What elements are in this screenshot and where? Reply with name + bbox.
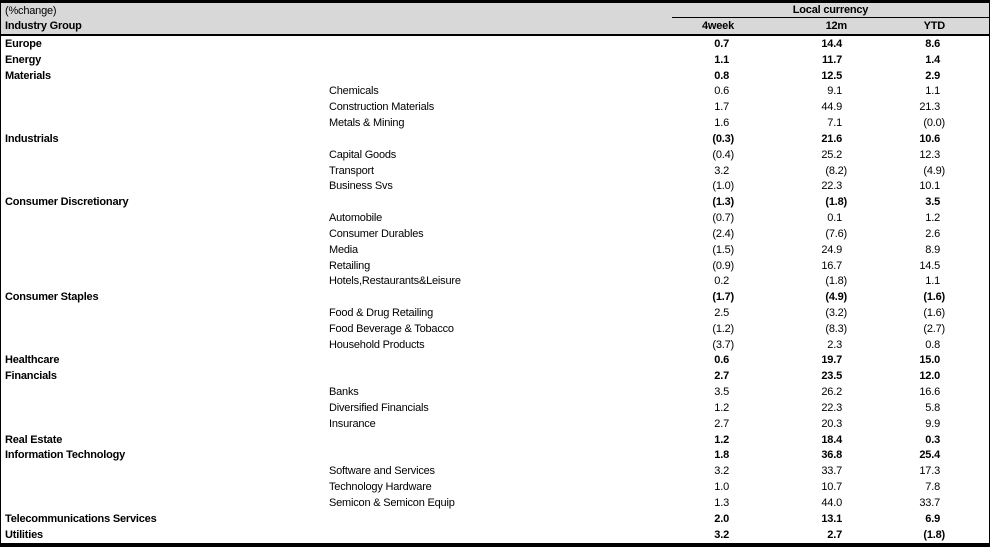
table-row bbox=[1, 463, 989, 479]
table-row bbox=[1, 210, 989, 226]
value-cell-ytd: 25.4 bbox=[919, 449, 940, 462]
local-currency-header: Local currency bbox=[672, 3, 989, 18]
value-cell-4week: (0.7) bbox=[712, 212, 734, 225]
table-row bbox=[1, 432, 989, 448]
value-cell-ytd: (1.8) bbox=[923, 528, 945, 541]
table-row bbox=[1, 368, 989, 384]
value-cell-4week: (1.7) bbox=[712, 291, 734, 304]
value-cell-ytd: 9.9 bbox=[925, 417, 940, 430]
sub-industry-label: Construction Materials bbox=[329, 101, 435, 114]
value-cell-12m: 21.6 bbox=[821, 132, 842, 145]
table-row bbox=[1, 36, 989, 52]
value-cell-12m: 7.1 bbox=[827, 117, 842, 130]
table-row bbox=[1, 258, 989, 274]
value-cell-12m: (1.8) bbox=[825, 196, 847, 209]
value-cell-12m: 44.9 bbox=[821, 101, 842, 114]
sub-industry-label: Metals & Mining bbox=[329, 117, 405, 130]
value-cell-ytd: 10.6 bbox=[919, 132, 940, 145]
value-cell-ytd: 7.8 bbox=[925, 481, 940, 494]
value-cell-ytd: 17.3 bbox=[919, 465, 940, 478]
value-cell-4week: 1.8 bbox=[714, 449, 729, 462]
pct-change-label: (%change) bbox=[5, 4, 57, 17]
value-cell-12m: 13.1 bbox=[821, 512, 842, 525]
value-cell-12m: 9.1 bbox=[827, 85, 842, 98]
value-cell-4week: 1.2 bbox=[714, 433, 729, 446]
value-cell-ytd: 6.9 bbox=[925, 512, 940, 525]
value-cell-12m: (3.2) bbox=[825, 306, 847, 319]
value-cell-12m: 44.0 bbox=[821, 496, 842, 509]
table-row bbox=[1, 115, 989, 131]
value-cell-4week: (3.7) bbox=[712, 338, 734, 351]
sub-industry-label: Diversified Financials bbox=[329, 401, 429, 414]
table-row bbox=[1, 337, 989, 353]
table-row bbox=[1, 416, 989, 432]
value-cell-12m: 22.3 bbox=[821, 180, 842, 193]
industry-group-label: Energy bbox=[5, 53, 42, 66]
value-cell-ytd: 2.9 bbox=[925, 69, 940, 82]
table-row bbox=[1, 321, 989, 337]
sub-industry-label: Retailing bbox=[329, 259, 371, 272]
value-cell-ytd: 0.3 bbox=[925, 433, 940, 446]
value-cell-ytd: 16.6 bbox=[919, 386, 940, 399]
value-cell-4week: 1.2 bbox=[714, 401, 729, 414]
industry-group-label: Utilities bbox=[5, 528, 43, 541]
value-cell-4week: (1.3) bbox=[712, 196, 734, 209]
value-cell-ytd: (0.0) bbox=[923, 117, 945, 130]
column-header-4week: 4week bbox=[701, 20, 734, 32]
industry-group-label: Information Technology bbox=[5, 449, 126, 462]
value-cell-12m: 12.5 bbox=[821, 69, 842, 82]
value-cell-12m: (7.6) bbox=[825, 227, 847, 240]
sub-industry-label: Semicon & Semicon Equip bbox=[329, 496, 455, 509]
value-cell-4week: (0.9) bbox=[712, 259, 734, 272]
table-row bbox=[1, 52, 989, 68]
value-cell-4week: 0.2 bbox=[714, 275, 729, 288]
value-cell-4week: (0.3) bbox=[712, 132, 734, 145]
value-cell-12m: 23.5 bbox=[821, 370, 842, 383]
value-cell-4week: 1.0 bbox=[714, 481, 729, 494]
value-cell-ytd: 1.1 bbox=[925, 85, 940, 98]
value-cell-4week: 2.5 bbox=[714, 306, 729, 319]
industry-group-header: Industry Group bbox=[5, 20, 82, 32]
industry-group-label: Telecommunications Services bbox=[5, 512, 157, 525]
table-header bbox=[1, 3, 989, 36]
value-cell-4week: 3.2 bbox=[714, 465, 729, 478]
value-cell-4week: (2.4) bbox=[712, 227, 734, 240]
sub-industry-label: Food Beverage & Tobacco bbox=[329, 322, 454, 335]
sub-industry-label: Insurance bbox=[329, 417, 376, 430]
value-cell-4week: 2.0 bbox=[714, 512, 729, 525]
value-cell-4week: (0.4) bbox=[712, 148, 734, 161]
table-row bbox=[1, 305, 989, 321]
value-cell-ytd: 1.4 bbox=[925, 53, 940, 66]
value-cell-ytd: 12.3 bbox=[919, 148, 940, 161]
value-cell-4week: (1.2) bbox=[712, 322, 734, 335]
sub-industry-label: Chemicals bbox=[329, 85, 379, 98]
table-row bbox=[1, 495, 989, 511]
value-cell-4week: 1.7 bbox=[714, 101, 729, 114]
sub-industry-label: Automobile bbox=[329, 212, 383, 225]
value-cell-ytd: 1.1 bbox=[925, 275, 940, 288]
value-cell-12m: (8.3) bbox=[825, 322, 847, 335]
value-cell-12m: 25.2 bbox=[821, 148, 842, 161]
table-row bbox=[1, 178, 989, 194]
value-cell-4week: (1.5) bbox=[712, 243, 734, 256]
sub-industry-label: Hotels,Restaurants&Leisure bbox=[329, 275, 461, 288]
value-cell-4week: 3.2 bbox=[714, 164, 729, 177]
value-cell-ytd: 15.0 bbox=[919, 354, 940, 367]
industry-group-label: Real Estate bbox=[5, 433, 63, 446]
value-cell-ytd: 2.6 bbox=[925, 227, 940, 240]
table-row bbox=[1, 289, 989, 305]
industry-group-label: Consumer Staples bbox=[5, 291, 99, 304]
value-cell-12m: 11.7 bbox=[821, 53, 842, 66]
value-cell-4week: 1.1 bbox=[714, 53, 729, 66]
value-cell-ytd: (2.7) bbox=[923, 322, 945, 335]
industry-group-label: Europe bbox=[5, 37, 42, 50]
value-cell-ytd: 14.5 bbox=[919, 259, 940, 272]
value-cell-ytd: 0.8 bbox=[925, 338, 940, 351]
value-cell-4week: 3.2 bbox=[714, 528, 729, 541]
value-cell-12m: 16.7 bbox=[821, 259, 842, 272]
value-cell-ytd: 33.7 bbox=[919, 496, 940, 509]
value-cell-4week: 0.7 bbox=[714, 37, 729, 50]
table-row bbox=[1, 194, 989, 210]
value-cell-4week: 1.3 bbox=[714, 496, 729, 509]
value-cell-12m: 2.7 bbox=[827, 528, 842, 541]
value-cell-4week: 2.7 bbox=[714, 417, 729, 430]
value-cell-12m: 2.3 bbox=[827, 338, 842, 351]
value-cell-12m: 14.4 bbox=[821, 37, 842, 50]
value-cell-12m: 24.9 bbox=[821, 243, 842, 256]
value-cell-ytd: 10.1 bbox=[919, 180, 940, 193]
value-cell-4week: 3.5 bbox=[714, 386, 729, 399]
value-cell-12m: (8.2) bbox=[825, 164, 847, 177]
value-cell-12m: 36.8 bbox=[821, 449, 842, 462]
value-cell-ytd: 8.6 bbox=[925, 37, 940, 50]
value-cell-ytd: 1.2 bbox=[925, 212, 940, 225]
sub-industry-label: Capital Goods bbox=[329, 148, 397, 161]
value-cell-12m: 26.2 bbox=[821, 386, 842, 399]
table-row bbox=[1, 147, 989, 163]
table-row bbox=[1, 511, 989, 527]
industry-group-label: Materials bbox=[5, 69, 51, 82]
table-row bbox=[1, 527, 989, 543]
header-row-columns bbox=[1, 18, 989, 34]
sub-industry-label: Technology Hardware bbox=[329, 481, 432, 494]
value-cell-12m: (4.9) bbox=[825, 291, 847, 304]
value-cell-ytd: 8.9 bbox=[925, 243, 940, 256]
industry-group-label: Industrials bbox=[5, 132, 59, 145]
value-cell-ytd: 12.0 bbox=[919, 370, 940, 383]
table-row bbox=[1, 163, 989, 179]
sub-industry-label: Business Svs bbox=[329, 180, 393, 193]
sub-industry-label: Software and Services bbox=[329, 465, 435, 478]
header-row-currency bbox=[1, 3, 989, 18]
value-cell-12m: 33.7 bbox=[821, 465, 842, 478]
industry-group-label: Healthcare bbox=[5, 354, 60, 367]
table-row bbox=[1, 448, 989, 464]
value-cell-12m: 19.7 bbox=[821, 354, 842, 367]
value-cell-ytd: 5.8 bbox=[925, 401, 940, 414]
value-cell-4week: 2.7 bbox=[714, 370, 729, 383]
sub-industry-label: Household Products bbox=[329, 338, 425, 351]
value-cell-ytd: (4.9) bbox=[923, 164, 945, 177]
industry-group-label: Consumer Discretionary bbox=[5, 196, 129, 209]
column-header-12m: 12m bbox=[825, 20, 847, 32]
value-cell-4week: 0.6 bbox=[714, 85, 729, 98]
sub-industry-label: Food & Drug Retailing bbox=[329, 306, 434, 319]
table-row bbox=[1, 68, 989, 84]
value-cell-12m: (1.8) bbox=[825, 275, 847, 288]
sub-industry-label: Banks bbox=[329, 386, 359, 399]
value-cell-12m: 22.3 bbox=[821, 401, 842, 414]
table-row bbox=[1, 131, 989, 147]
value-cell-ytd: (1.6) bbox=[923, 306, 945, 319]
table-row bbox=[1, 479, 989, 495]
value-cell-12m: 18.4 bbox=[821, 433, 842, 446]
sub-industry-label: Transport bbox=[329, 164, 374, 177]
value-cell-4week: 0.6 bbox=[714, 354, 729, 367]
value-cell-ytd: 21.3 bbox=[919, 101, 940, 114]
value-cell-ytd: (1.6) bbox=[923, 291, 945, 304]
table-row bbox=[1, 99, 989, 115]
value-cell-4week: 0.8 bbox=[714, 69, 729, 82]
table-row bbox=[1, 273, 989, 289]
value-cell-12m: 0.1 bbox=[827, 212, 842, 225]
table-row bbox=[1, 384, 989, 400]
value-cell-4week: 1.6 bbox=[714, 117, 729, 130]
table-row bbox=[1, 353, 989, 369]
sub-industry-label: Media bbox=[329, 243, 358, 256]
industry-group-label: Financials bbox=[5, 370, 57, 383]
value-cell-ytd: 3.5 bbox=[925, 196, 940, 209]
table-row bbox=[1, 242, 989, 258]
table-row bbox=[1, 226, 989, 242]
column-header-ytd: YTD bbox=[923, 20, 945, 32]
table-row bbox=[1, 400, 989, 416]
value-cell-4week: (1.0) bbox=[712, 180, 734, 193]
table-body bbox=[1, 36, 989, 543]
sub-industry-label: Consumer Durables bbox=[329, 227, 424, 240]
value-cell-12m: 10.7 bbox=[821, 481, 842, 494]
table-row bbox=[1, 83, 989, 99]
value-cell-12m: 20.3 bbox=[821, 417, 842, 430]
